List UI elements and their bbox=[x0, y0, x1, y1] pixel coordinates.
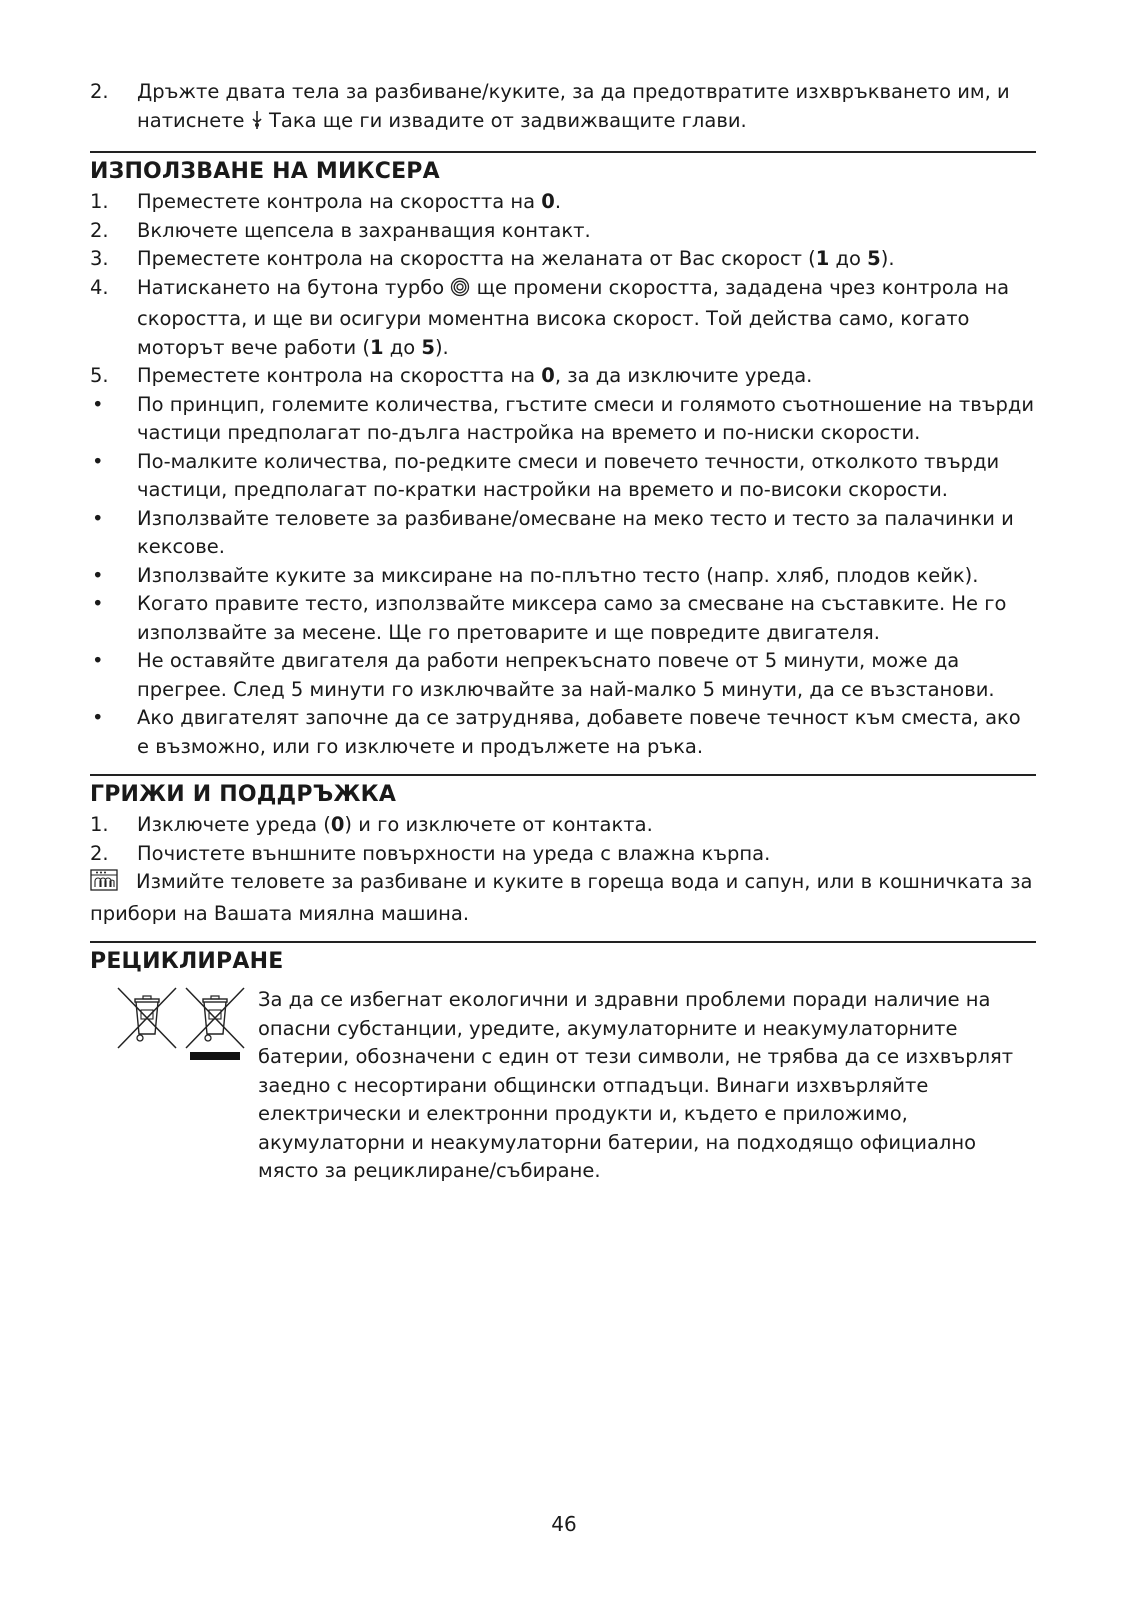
intro-item bbox=[90, 78, 1036, 138]
intro-number: 2. bbox=[90, 80, 109, 103]
section-use-heading: ИЗПОЛЗВАНЕ НА МИКСЕРА bbox=[90, 159, 440, 184]
crossed-bin-icon bbox=[116, 986, 178, 1054]
turbo-icon bbox=[450, 277, 470, 306]
crossed-bin-icon bbox=[184, 986, 246, 1070]
use-step-3: 3. Преместете контрола на скоростта на желаната от Вас скорост (1 до 5). bbox=[90, 247, 895, 270]
use-step-2: 2. Включете щепсела в захранващия контакт. bbox=[90, 218, 591, 242]
section-use bbox=[90, 151, 1036, 761]
care-step-2: 2. Почистете външните повърхности на уреда с влажна кърпа. bbox=[90, 841, 771, 865]
tip-item: • По-малките количества, по-редките смеси и повечето течности, отколкото твърди частици, предполагат по-кратки настройки на времето и по-високи скорости. bbox=[92, 449, 1000, 501]
use-step-1: 1. Преместете контрола на скоростта на 0. bbox=[90, 190, 562, 213]
dishwasher-icon bbox=[90, 869, 118, 900]
tip-item: • Използвайте теловете за разбиване/омесване на меко тесто и тесто за палачинки и кексове. bbox=[92, 506, 1014, 558]
eject-icon bbox=[251, 110, 263, 139]
intro-line2b: Така ще ги извадите от задвижващите глави. bbox=[268, 108, 747, 132]
intro-line2a: натиснете bbox=[137, 108, 245, 132]
tip-item: • Не оставяйте двигателя да работи непрекъснато повече от 5 минути, може да прегрее. След 5 минути го изключвайте за най-малко 5 минути, да се възстанови. bbox=[92, 649, 995, 701]
section-recycle-heading: РЕЦИКЛИРАНЕ bbox=[90, 949, 284, 974]
care-step-1: 1. Изключете уреда (0) и го изключете от контакта. bbox=[90, 813, 653, 836]
section-recycle bbox=[90, 941, 1036, 1186]
use-step-4: 4. Натискането на бутона турбо ще промени скоростта, зададена чрез контрола на скоростта, и ще ви осигури моментна висока скорост. Той действа само, когато моторът вече работи (1 до 5). bbox=[90, 275, 1010, 359]
tip-item: • Ако двигателят започне да се затруднява, добавете повече течност към сместа, ако е възможно, или го изключете и продължете на ръка. bbox=[92, 706, 1021, 758]
use-step-5: 5. Преместете контрола на скоростта на 0, за да изключите уреда. bbox=[90, 364, 813, 387]
recycle-text: За да се избегнат екологични и здравни проблеми поради наличие на опасни субстанции, уредите, акумулаторните и неакумулаторните батерии, обозначени с един от тези символи, не трябва да се изхвърлят заедно с несортирани общински отпадъци. Винаги изхвърляйте електрически и електронни продукти и, където е приложимо, акумулаторни и неакумулаторни батерии, на подходящо официално място за рециклиране/събиране. bbox=[258, 988, 1014, 1182]
section-care bbox=[90, 774, 1036, 928]
manual-page bbox=[90, 78, 1036, 1186]
tip-item: • По принцип, големите количества, гъстите смеси и голямото съотношение на твърди частици предполагат по-дълга настройка на времето и по-ниски скорости. bbox=[92, 392, 1034, 444]
intro-line1: Дръжте двата тела за разбиване/куките, за да предотвратите изхвръкването им, и bbox=[137, 80, 1010, 103]
section-care-heading: ГРИЖИ И ПОДДРЪЖКА bbox=[90, 782, 397, 807]
tip-item: • Използвайте куките за миксиране на по-плътно тесто (напр. хляб, плодов кейк). bbox=[92, 563, 979, 587]
dishwasher-note: Измийте теловете за разбиване и куките в гореща вода и сапун, или в кошничката за прибори на Вашата миялна машина. bbox=[90, 870, 1033, 925]
tip-item: • Когато правите тесто, използвайте миксера само за смесване на съставките. Не го използвайте за месене. Ще го претоварите и ще повредите двигателя. bbox=[92, 592, 1007, 644]
page-number: 46 bbox=[551, 1512, 577, 1536]
